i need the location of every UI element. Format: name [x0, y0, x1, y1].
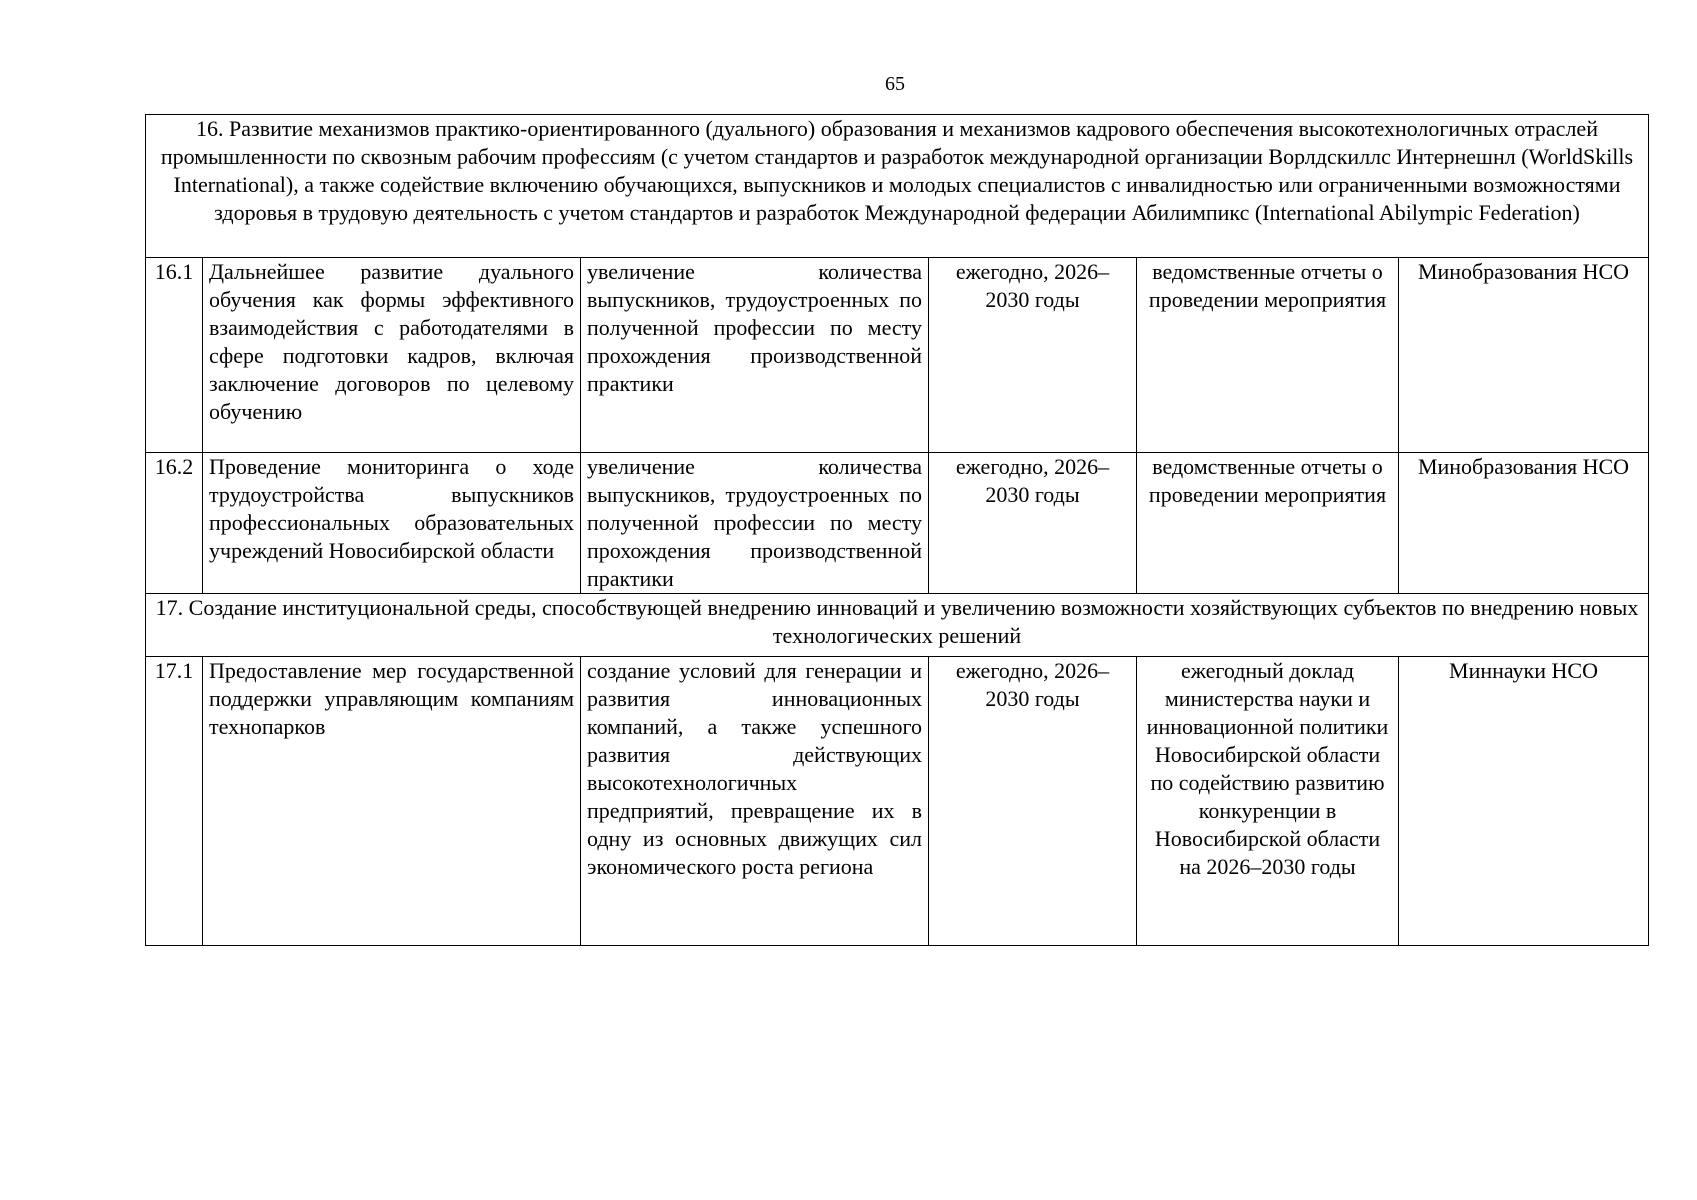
document-cell: ведомственные отчеты о проведении мероприятия: [1137, 453, 1399, 594]
document-cell: ежегодный доклад министерства науки и инновационной политики Новосибирской области по содействию развитию конкуренции в Новосибирской области на 2026–2030 годы: [1137, 657, 1399, 946]
section-header-row: [146, 115, 1649, 258]
result-cell: создание условий для генерации и развития инновационных компаний, а также успешного развития действующих высокотехнологичных предприятий, превращение их в одну из основных движущих сил экономического роста региона: [581, 657, 929, 946]
table-row: [146, 453, 1649, 594]
executor-cell: Миннауки НСО: [1399, 657, 1649, 946]
result-cell: увеличение количества выпускников, трудоустроенных по полученной профессии по месту прохождения производственной практики: [581, 258, 929, 453]
measure-cell: Дальнейшее развитие дуального обучения как формы эффективного взаимодействия с работодателями в сфере подготовки кадров, включая заключение договоров по целевому обучению: [203, 258, 581, 453]
section-title: 16. Развитие механизмов практико-ориентированного (дуального) образования и механизмов кадрового обеспечения высокотехнологичных отраслей промышленности по сквозным рабочим профессиям (с учетом стандартов и разработок международной организации Ворлдскиллс Интернешнл (WorldSkills International), а также содействие включению обучающихся, выпускников и молодых специалистов с инвалидностью или ограниченными возможностями здоровья в трудовую деятельность с учетом стандартов и разработок Международной федерации Абилимпикс (International Abilympic Federation): [146, 115, 1649, 258]
page-number: 65: [885, 73, 905, 95]
section-title: 17. Создание институциональной среды, способствующей внедрению инноваций и увеличению возможности хозяйствующих субъектов по внедрению новых технологических решений: [146, 594, 1649, 657]
term-cell: ежегодно, 2026–2030 годы: [929, 657, 1137, 946]
row-number: 16.1: [146, 258, 203, 453]
table-row: [146, 258, 1649, 453]
term-cell: ежегодно, 2026–2030 годы: [929, 453, 1137, 594]
result-cell: увеличение количества выпускников, трудоустроенных по полученной профессии по месту прохождения производственной практики: [581, 453, 929, 594]
term-cell: ежегодно, 2026–2030 годы: [929, 258, 1137, 453]
executor-cell: Минобразования НСО: [1399, 258, 1649, 453]
row-number: 17.1: [146, 657, 203, 946]
measure-cell: Предоставление мер государственной поддержки управляющим компаниям технопарков: [203, 657, 581, 946]
section-header-row: [146, 594, 1649, 657]
row-number: 16.2: [146, 453, 203, 594]
document-cell: ведомственные отчеты о проведении мероприятия: [1137, 258, 1399, 453]
measure-cell: Проведение мониторинга о ходе трудоустройства выпускников профессиональных образовательных учреждений Новосибирской области: [203, 453, 581, 594]
measures-table: [145, 114, 1649, 946]
executor-cell: Минобразования НСО: [1399, 453, 1649, 594]
table-row: [146, 657, 1649, 946]
